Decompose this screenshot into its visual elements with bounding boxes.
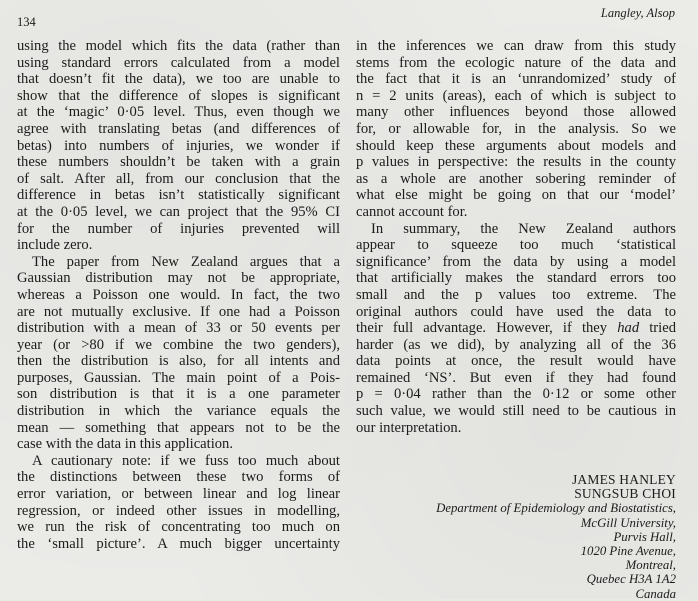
signature-block (436, 473, 676, 601)
text-line: we run the risk of concentrating too much on (17, 519, 340, 536)
text-line: the fact that it is an ‘unrandomized’ study of (356, 71, 676, 88)
text-line: at the ‘magic’ 0·05 level. Thus, even though we (17, 104, 340, 121)
text-line: show that the difference of slopes is significant (17, 87, 340, 104)
text-line: cannot account for. (356, 203, 468, 220)
text-line: include zero. (17, 237, 93, 254)
text-line: should keep these arguments about models and (356, 137, 676, 154)
affiliation-line: McGill University, (580, 515, 676, 530)
text-line: year (or >80 if we combine the two genders), (17, 336, 340, 353)
text-line: p values in perspective: the results in the county (356, 154, 676, 171)
affiliation-line: Canada (635, 586, 676, 601)
text-line: harder (as we did), by analyzing all of the 36 (356, 336, 676, 353)
text-line: of salt. After all, from our conclusion that the (17, 170, 340, 187)
text-line: the ‘small picture’. A much bigger uncertainty (17, 535, 340, 552)
text-line: p = 0·04 rather than the 0·12 or some other (356, 386, 676, 403)
left-column (17, 38, 340, 552)
text-line: using standard errors calculated from a model (17, 54, 340, 71)
text-line: then the distribution is also, for all intents and (17, 353, 340, 370)
text-line: distribution in which the variance equals the (17, 403, 340, 420)
text-line: case with the data in this application. (17, 436, 234, 453)
text-line: that artificially makes the standard errors too (356, 270, 676, 287)
text-line: are not mutually exclusive. If one had a Poisson (17, 303, 340, 320)
text-line: many other influences beyond those allowed (356, 104, 676, 121)
text-line: that doesn’t fit the data), we too are unable to (17, 71, 340, 88)
affiliation-line: Quebec H3A 1A2 (586, 572, 676, 587)
text-line: these numbers shouldn’t be taken with a grain (17, 154, 340, 171)
text-line: for, or allowable for, in the analysis. So we (356, 120, 676, 137)
text-line: whereas a Poisson one would. In fact, the two (17, 286, 340, 303)
text-line: purposes, Gaussian. The main point of a Pois- (17, 369, 340, 386)
page-number: 134 (17, 15, 36, 29)
text-line: In summary, the New Zealand authors (371, 220, 676, 237)
text-line: regression, or indeed other issues in modelling, (17, 502, 340, 519)
text-line: distribution with a mean of 33 or 50 events per (17, 320, 340, 337)
affiliation-line: Department of Epidemiology and Biostatistics, (436, 501, 676, 516)
affiliation-line: 1020 Pine Avenue, (580, 544, 676, 559)
text-line: remained ‘NS’. But even if they had found (356, 369, 676, 386)
text-line: as a whole are another sobering reminder of (356, 170, 676, 187)
text-line: appear to squeeze too much ‘statistical (356, 237, 676, 254)
text-line: such value, we would still need to be cautious in (356, 403, 676, 420)
emphasis: had (617, 320, 640, 337)
text-line: The paper from New Zealand argues that a (32, 253, 340, 270)
text-line: the distinctions between these two forms of (17, 469, 340, 486)
text-line: original authors could have used the data to (356, 303, 676, 320)
text-line: for the number of injuries prevented will (17, 220, 340, 237)
text-line: agree with translating betas (and differences of (17, 120, 340, 137)
text-line: their full advantage. However, if they had tried (356, 320, 676, 337)
text-line: data points at once, the result would have (356, 353, 676, 370)
text-line: what else might be going on that our ‘model’ (356, 187, 676, 204)
text-line: mean — something that appears not to be the (17, 419, 340, 436)
text-line: difference in betas isn’t statistically significant (17, 187, 340, 204)
text-line: A cautionary note: if we fuss too much about (32, 452, 340, 469)
text-line: n = 2 units (areas), each of which is subject to (356, 87, 676, 104)
text-line: betas) into numbers of injuries, we wonder if (17, 137, 340, 154)
author-name: SUNGSUB CHOI (574, 486, 676, 502)
affiliation-line: Montreal, (625, 558, 676, 573)
text-line: Gaussian distribution may not be appropriate, (17, 270, 340, 287)
author-name: JAMES HANLEY (571, 472, 676, 487)
affiliation-line: Purvis Hall, (613, 529, 676, 544)
text-line: error variation, or between linear and log linear (17, 486, 340, 503)
text-line: small and the p values too extreme. The (356, 286, 676, 303)
text-line: in the inferences we can draw from this study (356, 38, 676, 54)
text-line: significance’ from the data by using a model (356, 253, 676, 270)
running-head: Langley, Alsop (600, 6, 675, 20)
text-line: our interpretation. (356, 419, 462, 436)
text-line: son distribution is that it is a one parameter (17, 386, 340, 403)
text-line: stems from the ecologic nature of the data and (356, 54, 676, 71)
text-line: using the model which fits the data (rather than (17, 38, 340, 54)
right-column (356, 38, 676, 436)
text-line: at the 0·05 level, we can project that the 95% CI (17, 203, 340, 220)
